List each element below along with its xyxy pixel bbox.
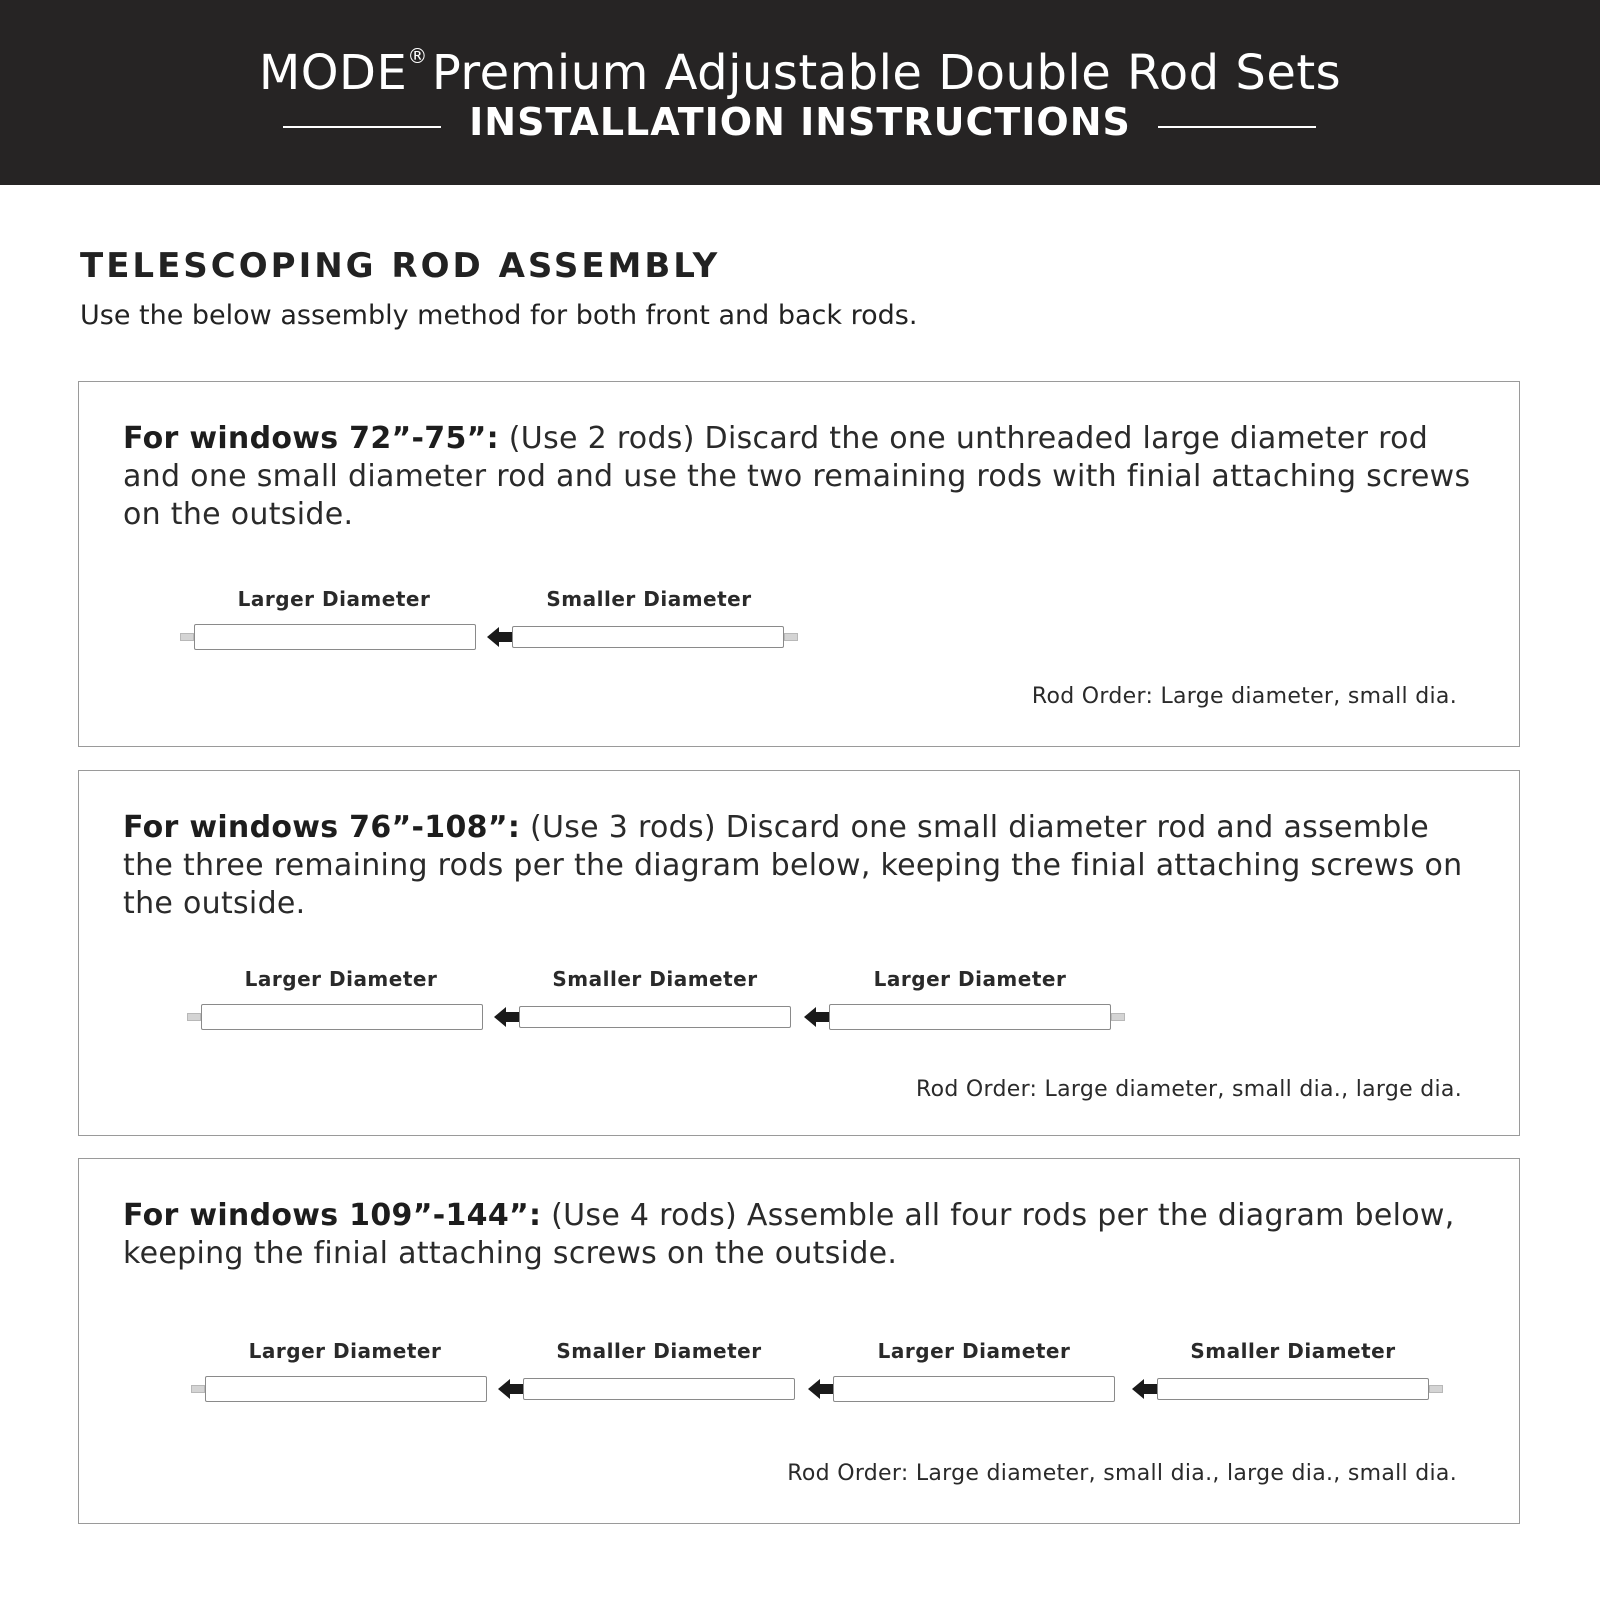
product-title: Premium Adjustable Double Rod Sets bbox=[431, 45, 1342, 101]
rod-large bbox=[205, 1376, 487, 1402]
rod-small bbox=[523, 1378, 795, 1400]
rod-large bbox=[194, 624, 476, 650]
brand-title bbox=[0, 44, 1600, 101]
finial-screw-icon bbox=[187, 1013, 201, 1021]
finial-screw-icon bbox=[180, 633, 194, 641]
instruction-heading: For windows 72”-75”: bbox=[123, 421, 499, 456]
finial-screw-icon bbox=[784, 633, 798, 641]
rod-small bbox=[1157, 1378, 1429, 1400]
rod-label: Smaller Diameter bbox=[546, 587, 752, 611]
section-subtitle: Use the below assembly method for both front and back rods. bbox=[80, 300, 918, 331]
header-subtitle: INSTALLATION INSTRUCTIONS bbox=[469, 100, 1131, 144]
rod-label: Larger Diameter bbox=[877, 1339, 1071, 1363]
rod-large bbox=[833, 1376, 1115, 1402]
header-rule-right bbox=[1158, 126, 1316, 128]
rod-label: Larger Diameter bbox=[873, 967, 1067, 991]
rod-small bbox=[512, 626, 784, 648]
brand-name: MODE bbox=[258, 45, 408, 101]
rod-label: Smaller Diameter bbox=[556, 1339, 762, 1363]
registered-mark: ® bbox=[407, 44, 428, 68]
finial-screw-icon bbox=[1111, 1013, 1125, 1021]
instruction-heading: For windows 76”-108”: bbox=[123, 810, 521, 845]
rod-order-text: Rod Order: Large diameter, small dia., large dia., small dia. bbox=[787, 1461, 1457, 1486]
rod-diagram bbox=[79, 1339, 1519, 1459]
rod-large bbox=[829, 1004, 1111, 1030]
rod-label: Smaller Diameter bbox=[552, 967, 758, 991]
instruction-body: (Use 3 rods) Discard one small diameter rod and assemble the three remaining rods per the diagram below, keeping the finial attaching screws on the outside. bbox=[123, 810, 1463, 921]
instruction-box-72-75 bbox=[78, 381, 1520, 747]
instruction-body: (Use 4 rods) Assemble all four rods per the diagram below, keeping the finial attaching screws on the outside. bbox=[123, 1198, 1455, 1271]
rod-label: Larger Diameter bbox=[244, 967, 438, 991]
rod-label: Smaller Diameter bbox=[1190, 1339, 1396, 1363]
rod-label: Larger Diameter bbox=[248, 1339, 442, 1363]
finial-screw-icon bbox=[191, 1385, 205, 1393]
header-banner bbox=[0, 0, 1600, 185]
instruction-box-76-108 bbox=[78, 770, 1520, 1136]
rod-order-text: Rod Order: Large diameter, small dia. bbox=[1031, 684, 1457, 709]
rod-order-text: Rod Order: Large diameter, small dia., large dia. bbox=[916, 1077, 1462, 1102]
instruction-box-109-144 bbox=[78, 1158, 1520, 1524]
instruction-text bbox=[123, 1197, 1483, 1273]
instruction-text bbox=[123, 809, 1483, 923]
rod-large bbox=[201, 1004, 483, 1030]
section-title: TELESCOPING ROD ASSEMBLY bbox=[80, 246, 721, 286]
instruction-body: (Use 2 rods) Discard the one unthreaded large diameter rod and one small diameter rod and use the two remaining rods with finial attaching screws on the outside. bbox=[123, 421, 1471, 532]
rod-diagram bbox=[79, 967, 1519, 1087]
rod-small bbox=[519, 1006, 791, 1028]
rod-label: Larger Diameter bbox=[237, 587, 431, 611]
instruction-heading: For windows 109”-144”: bbox=[123, 1198, 542, 1233]
finial-screw-icon bbox=[1429, 1385, 1443, 1393]
instruction-text bbox=[123, 420, 1483, 534]
